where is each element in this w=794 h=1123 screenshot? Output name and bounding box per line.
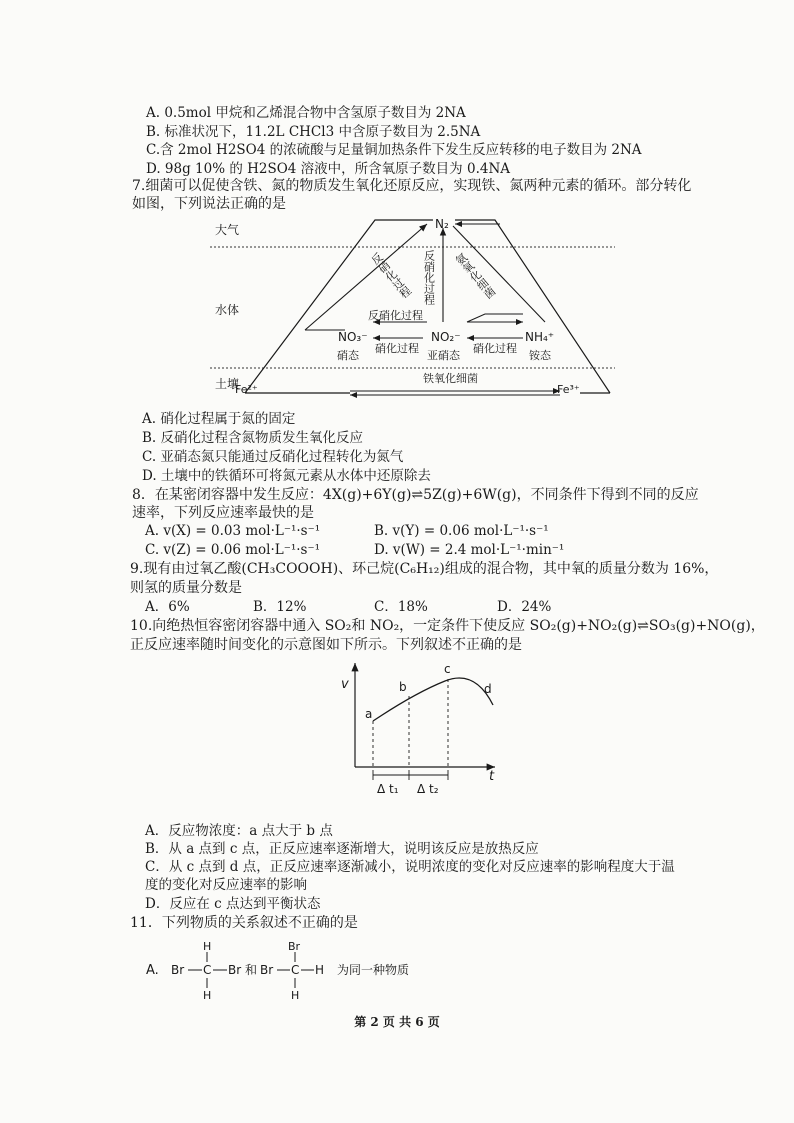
q6-option-c: C.含 2mol H2SO4 的浓硫酸与足量铜加热条件下发生反应转移的电子数目为 2NA bbox=[146, 142, 642, 158]
q9-option-d: D．24% bbox=[497, 599, 552, 615]
y-axis-label: v bbox=[341, 677, 349, 692]
q7-stem-line1: 7.细菌可以促使含铁、氮的物质发生氧化还原反应，实现铁、氮两种元素的循环。部分转化 bbox=[132, 178, 692, 194]
point-c-label: c bbox=[444, 662, 451, 676]
zone-soil-label: 土壤 bbox=[215, 377, 240, 391]
q6-option-b: B. 标准状况下，11.2L CHCl3 中含原子数目为 2.5NA bbox=[146, 124, 481, 140]
mol2-center: C bbox=[291, 963, 300, 977]
option-a-prefix: A. bbox=[146, 963, 159, 978]
mol1-bottom: H bbox=[203, 989, 212, 1002]
q9-option-c: C．18% bbox=[374, 599, 428, 615]
q7-option-d: D. 土壤中的铁循环可将氮元素从水体中还原除去 bbox=[142, 468, 431, 484]
label-denitrification-horizontal: 反硝化过程 bbox=[368, 309, 423, 322]
n2-label: N₂ bbox=[435, 217, 449, 231]
mol2-right: H bbox=[315, 963, 325, 977]
no3-name-label: 硝态 bbox=[337, 349, 359, 362]
option-a-suffix: 为同一种物质 bbox=[337, 963, 410, 977]
rate-time-graph bbox=[335, 655, 505, 805]
delta-t1-label: Δ t₁ bbox=[377, 782, 399, 796]
mol1-left: Br bbox=[171, 963, 185, 977]
label-iron-oxidizing: 铁氧化细菌 bbox=[423, 372, 478, 385]
mol2-top: Br bbox=[288, 940, 301, 953]
q7-option-a: A. 硝化过程属于氮的固定 bbox=[142, 411, 296, 427]
q6-option-d: D. 98g 10% 的 H2SO4 溶液中，所含氧原子数目为 0.4NA bbox=[146, 161, 511, 177]
point-b-label: b bbox=[399, 680, 407, 694]
label-nitrification-left: 硝化过程 bbox=[375, 342, 419, 355]
page-footer: 第 2 页 共 6 页 bbox=[354, 1015, 440, 1029]
q10-option-b: B．从 a 点到 c 点，正反应速率逐渐增大，说明该反应是放热反应 bbox=[145, 841, 539, 857]
q10-stem-line1: 10.向绝热恒容密闭容器中通入 SO₂和 NO₂，一定条件下使反应 SO₂(g)+NO₂(g)⇌SO₃(g)+NO(g)， bbox=[130, 618, 765, 634]
q8-option-b: B. v(Y) = 0.06 mol·L⁻¹·s⁻¹ bbox=[374, 523, 549, 539]
mol1-top: H bbox=[203, 940, 212, 953]
q7-option-b: B. 反硝化过程含氮物质发生氧化反应 bbox=[142, 430, 364, 446]
label-ammonia-oxidizing: 氨氧化细菌 bbox=[452, 250, 498, 302]
no3-label: NO₃⁻ bbox=[338, 330, 368, 344]
mol2-left: Br bbox=[260, 963, 274, 977]
q6-option-a: A. 0.5mol 甲烷和乙烯混合物中含氢原子数目为 2NA bbox=[146, 105, 466, 121]
label-denitrification-vertical: 反硝化过程 bbox=[422, 250, 436, 305]
and-word: 和 bbox=[245, 963, 258, 977]
delta-t2-label: Δ t₂ bbox=[417, 782, 439, 796]
mol2-bottom: H bbox=[291, 989, 300, 1002]
q10-option-c: C．从 c 点到 d 点，正反应速率逐渐减小，说明浓度的变化对反应速率的影响程度大于温 bbox=[145, 859, 675, 875]
q10-stem-line2: 正反应速率随时间变化的示意图如下所示。下列叙述不正确的是 bbox=[130, 637, 522, 653]
q10-option-c-cont: 度的变化对反应速率的影响 bbox=[145, 877, 307, 893]
q9-stem-line2: 则氢的质量分数是 bbox=[130, 580, 242, 596]
no2-label: NO₂⁻ bbox=[431, 330, 461, 344]
mol1-center: C bbox=[203, 963, 212, 977]
no2-name-label: 亚硝态 bbox=[427, 349, 460, 362]
q7-option-c: C. 亚硝态氮只能通过反硝化过程转化为氮气 bbox=[142, 449, 404, 465]
zone-water-label: 水体 bbox=[215, 303, 240, 317]
label-denitrification-diagonal: 反硝化过程 bbox=[367, 250, 414, 301]
fe3-label: Fe³⁺ bbox=[557, 383, 580, 396]
x-axis-label: t bbox=[489, 769, 495, 784]
q10-option-a: A．反应物浓度：a 点大于 b 点 bbox=[145, 823, 333, 839]
q8-option-d: D. v(W) = 2.4 mol·L⁻¹·min⁻¹ bbox=[374, 542, 565, 558]
point-a-label: a bbox=[365, 707, 373, 721]
q7-stem-line2: 如图，下列说法正确的是 bbox=[132, 196, 286, 212]
nh4-label: NH₄⁺ bbox=[525, 330, 555, 344]
q10-option-d: D．反应在 c 点达到平衡状态 bbox=[145, 896, 321, 912]
point-d-label: d bbox=[484, 682, 492, 696]
q11-option-a-structures bbox=[140, 938, 440, 1004]
fe2-label: Fe²⁺ bbox=[235, 383, 258, 396]
q8-option-c: C. v(Z) = 0.06 mol·L⁻¹·s⁻¹ bbox=[145, 542, 321, 558]
zone-air-label: 大气 bbox=[215, 223, 240, 237]
q9-option-b: B．12% bbox=[253, 599, 307, 615]
label-nitrification-right: 硝化过程 bbox=[473, 342, 517, 355]
q9-stem-line1: 9.现有由过氧乙酸(CH₃COOOH)、环己烷(C₆H₁₂)组成的混合物，其中氧的质量分数为 16%， bbox=[130, 561, 719, 577]
nitrogen-iron-cycle-diagram bbox=[205, 210, 625, 405]
q11-stem: 11．下列物质的关系叙述不正确的是 bbox=[130, 915, 358, 931]
q9-option-a: A．6% bbox=[145, 599, 190, 615]
mol1-right: Br bbox=[228, 963, 242, 977]
nh4-name-label: 铵态 bbox=[529, 349, 551, 362]
q8-option-a: A. v(X) = 0.03 mol·L⁻¹·s⁻¹ bbox=[145, 523, 321, 539]
q8-stem-line1: 8．在某密闭容器中发生反应：4X(g)+6Y(g)⇌5Z(g)+6W(g)，不同条件下得到不同的反应 bbox=[132, 487, 699, 503]
q8-stem-line2: 速率，下列反应速率最快的是 bbox=[132, 505, 314, 521]
